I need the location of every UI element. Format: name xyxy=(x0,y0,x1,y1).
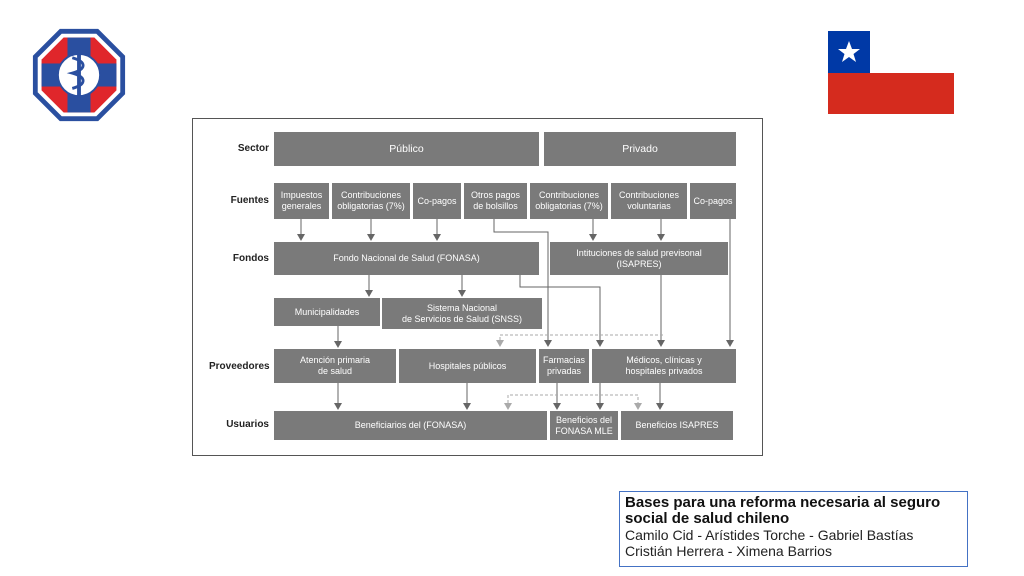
citation-box xyxy=(619,491,968,567)
sector-privado: Privado xyxy=(544,132,736,166)
usuario-beneficios-fonasa-mle: Beneficios del FONASA MLE xyxy=(550,411,618,440)
row-label-proveedores: Proveedores xyxy=(209,361,270,372)
fuente-contribuciones-voluntarias: Contribuciones voluntarias xyxy=(611,183,687,219)
caduceus-logo-icon xyxy=(30,27,128,123)
usuario-beneficiarios-fonasa: Beneficiarios del (FONASA) xyxy=(274,411,547,440)
citation-title: Bases para una reforma necesaria al seguro social de salud chileno xyxy=(625,494,941,527)
proveedor-farmacias-privadas: Farmacias privadas xyxy=(539,349,589,383)
fuente-impuestos-generales: Impuestos generales xyxy=(274,183,329,219)
row-label-fondos: Fondos xyxy=(232,253,269,264)
fuente-copagos-privado: Co-pagos xyxy=(690,183,736,219)
row-label-sector: Sector xyxy=(237,143,269,154)
usuario-beneficios-isapres: Beneficios ISAPRES xyxy=(621,411,733,440)
snss: Sistema Nacional de Servicios de Salud (SNSS) xyxy=(382,298,542,329)
proveedor-atencion-primaria: Atención primaria de salud xyxy=(274,349,396,383)
diagram-frame xyxy=(192,118,763,456)
chile-flag-icon xyxy=(828,31,954,114)
sector-publico: Público xyxy=(274,132,539,166)
proveedor-medicos-clinicas: Médicos, clínicas y hospitales privados xyxy=(592,349,736,383)
municipalidades: Municipalidades xyxy=(274,298,380,326)
fuente-contribuciones-privadas: Contribuciones obligatorias (7%) xyxy=(530,183,608,219)
fuente-otros-pagos-bolsillo: Otros pagos de bolsillos xyxy=(464,183,527,219)
citation-authors-line-2: Cristián Herrera - Ximena Barrios xyxy=(625,543,832,559)
fondo-isapres: Intituciones de salud previsonal (ISAPRES) xyxy=(550,242,728,275)
row-label-usuarios: Usuarios xyxy=(226,419,269,430)
fondo-fonasa: Fondo Nacional de Salud (FONASA) xyxy=(274,242,539,275)
row-label-fuentes: Fuentes xyxy=(230,195,269,206)
proveedor-hospitales-publicos: Hospitales públicos xyxy=(399,349,536,383)
citation-authors-line-1: Camilo Cid - Arístides Torche - Gabriel Bastías xyxy=(625,527,914,543)
fuente-contribuciones-publicas: Contribuciones obligatorias (7%) xyxy=(332,183,410,219)
fuente-copagos-publico: Co-pagos xyxy=(413,183,461,219)
